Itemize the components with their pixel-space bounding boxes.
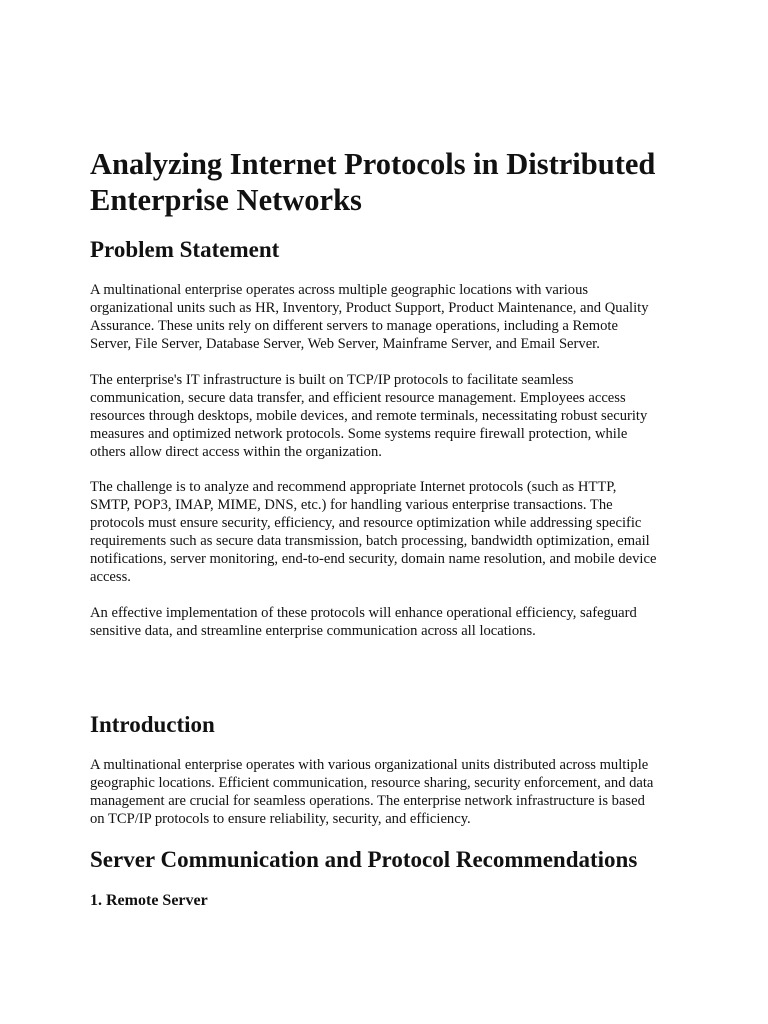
problem-paragraph-3	[90, 478, 680, 586]
server-recommendations-heading: Server Communication and Protocol Recommendations	[90, 847, 638, 872]
text-line: notifications, server monitoring, end-to-end security, domain name resolution, and mobile device	[90, 551, 657, 567]
introduction-paragraph	[90, 756, 680, 828]
text-line: on TCP/IP protocols to ensure reliability, security, and efficiency.	[90, 811, 471, 827]
text-line: geographic locations. Efficient communication, resource sharing, security enforcement, and data	[90, 775, 654, 791]
text-line: requirements such as secure data transmission, batch processing, bandwidth optimization, email	[90, 533, 650, 549]
text-line: management are crucial for seamless operations. The enterprise network infrastructure is based	[90, 793, 645, 809]
title-line: Analyzing Internet Protocols in Distributed	[90, 147, 656, 181]
problem-paragraph-1	[90, 281, 680, 353]
text-line: Assurance. These units rely on different servers to manage operations, including a Remote	[90, 318, 618, 334]
title-line: Enterprise Networks	[90, 183, 362, 217]
text-line: A multinational enterprise operates with various organizational units distributed across multiple	[90, 757, 649, 773]
text-line: communication, secure data transfer, and efficient resource management. Employees access	[90, 390, 626, 406]
problem-paragraph-2	[90, 371, 680, 461]
text-line: SMTP, POP3, IMAP, MIME, DNS, etc.) for handling various enterprise transactions. The	[90, 497, 613, 513]
text-line: resources through desktops, mobile devices, and remote terminals, necessitating robust security	[90, 408, 648, 424]
text-line: organizational units such as HR, Inventory, Product Support, Product Maintenance, and Quality	[90, 300, 649, 316]
text-line: sensitive data, and streamline enterprise communication across all locations.	[90, 623, 536, 639]
text-line: measures and optimized network protocols. Some systems require firewall protection, while	[90, 426, 628, 442]
introduction-heading: Introduction	[90, 712, 215, 737]
text-line: others allow direct access within the organization.	[90, 444, 382, 460]
text-line: access.	[90, 569, 131, 585]
text-line: An effective implementation of these protocols will enhance operational efficiency, safeguard	[90, 605, 637, 621]
text-line: Server, File Server, Database Server, Web Server, Mainframe Server, and Email Server.	[90, 336, 600, 352]
problem-paragraph-4	[90, 604, 680, 640]
document-title	[90, 146, 690, 218]
text-line: protocols must ensure security, efficiency, and resource optimization while addressing specific	[90, 515, 642, 531]
text-line: A multinational enterprise operates across multiple geographic locations with various	[90, 282, 589, 298]
text-line: The enterprise's IT infrastructure is built on TCP/IP protocols to facilitate seamless	[90, 372, 574, 388]
problem-statement-heading: Problem Statement	[90, 237, 280, 262]
remote-server-subheading: 1. Remote Server	[90, 892, 208, 909]
text-line: The challenge is to analyze and recommend appropriate Internet protocols (such as HTTP,	[90, 479, 617, 495]
